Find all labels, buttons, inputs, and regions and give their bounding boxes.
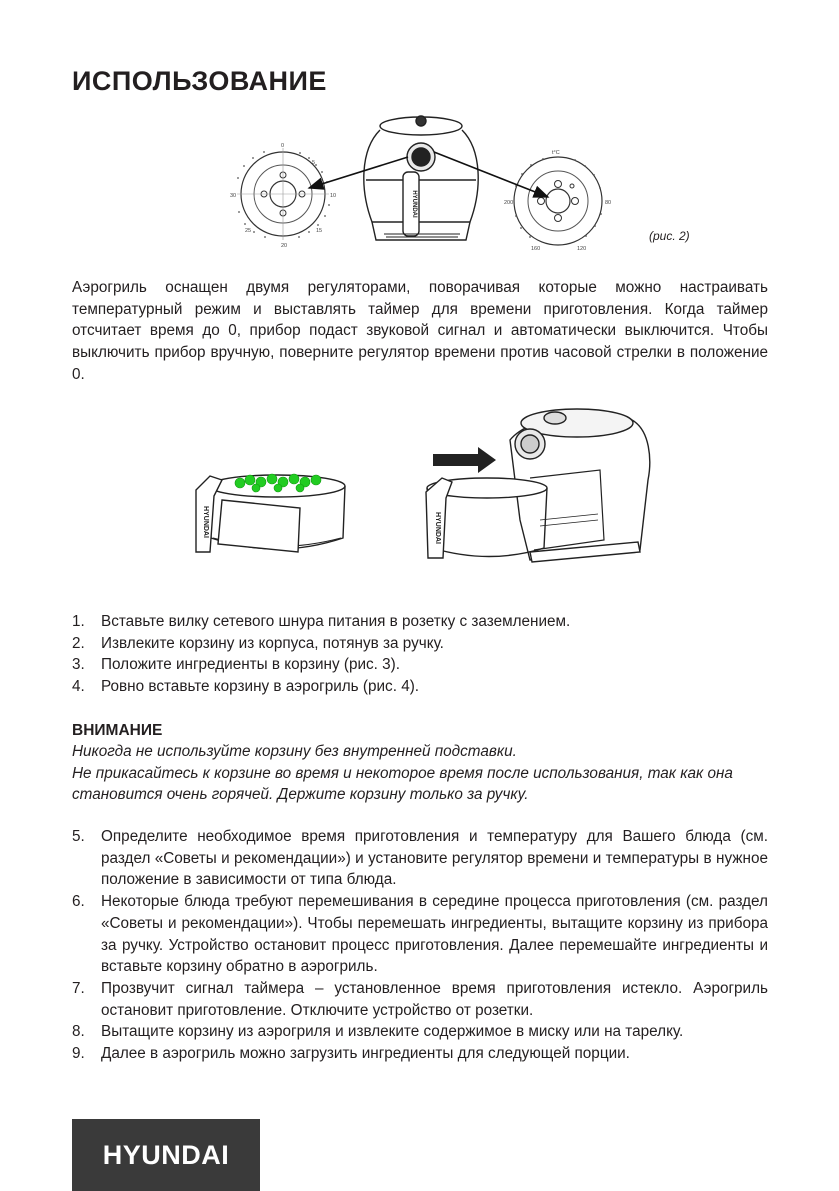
step-text: Определите необходимое время приготовления и температуру для Вашего блюда (см. раздел «Советы и рекомендации») и установите регулятор времени и температуры в нужное положение в зависимости от типа блюда. bbox=[101, 828, 768, 889]
svg-text:HYUNDAI: HYUNDAI bbox=[202, 506, 209, 538]
figure-3-4-basket bbox=[0, 400, 839, 570]
temp-label-80: 80 bbox=[605, 200, 612, 206]
step-number: 9. bbox=[72, 1045, 85, 1063]
svg-text:HYUNDAI: HYUNDAI bbox=[434, 512, 441, 544]
list-item bbox=[72, 611, 768, 633]
temperature-dial bbox=[504, 150, 611, 252]
step-number: 7. bbox=[72, 979, 85, 997]
timer-label-15: 15 bbox=[316, 228, 323, 234]
step-number: 3. bbox=[72, 656, 85, 674]
timer-label-10: 10 bbox=[330, 193, 337, 199]
insert-arrow bbox=[433, 447, 496, 473]
list-item bbox=[72, 891, 768, 978]
step-text: Положите ингредиенты в корзину (рис. 3). bbox=[101, 656, 401, 674]
warning-line-2: Не прикасайтесь к корзине во время и некоторое время после использования, так как она становится очень горячей. Держите корзину только за ручку. bbox=[72, 764, 733, 804]
step-text: Вытащите корзину из аэрогриля и извлеките содержимое в миску или на тарелку. bbox=[101, 1023, 684, 1041]
air-fryer-side-illustration bbox=[426, 409, 650, 562]
timer-label-25: 25 bbox=[245, 228, 252, 234]
svg-text:HYUNDAI: HYUNDAI bbox=[411, 190, 417, 218]
intro-paragraph: Аэрогриль оснащен двумя регуляторами, поворачивая которые можно настраивать температурный режим и выставлять таймер для времени приготовления. Когда таймер отсчитает время до 0, прибор подаст звуковой сигнал и автоматически выключится. Чтобы выключить прибор вручную, поверните регулятор времени против часовой стрелки в положение 0. bbox=[72, 279, 768, 383]
page-title: ИСПОЛЬЗОВАНИЕ bbox=[72, 66, 327, 96]
temp-label-unit: t°C bbox=[552, 150, 560, 156]
arrow-to-timer bbox=[309, 157, 408, 188]
list-item bbox=[72, 826, 768, 891]
step-number: 4. bbox=[72, 678, 85, 696]
timer-label-20: 20 bbox=[281, 243, 288, 249]
steps-list-2 bbox=[72, 826, 768, 1065]
step-text: Далее в аэрогриль можно загрузить ингредиенты для следующей порции. bbox=[101, 1045, 630, 1063]
brand-logo: HYUNDAI bbox=[102, 1139, 230, 1170]
list-item bbox=[72, 633, 768, 655]
list-item bbox=[72, 654, 768, 676]
step-number: 1. bbox=[72, 613, 85, 630]
temp-label-120: 120 bbox=[577, 246, 587, 252]
basket-with-food-illustration bbox=[196, 474, 345, 552]
brand-logo-box bbox=[72, 1119, 260, 1191]
timer-dial bbox=[230, 143, 336, 249]
step-number: 5. bbox=[72, 828, 85, 845]
list-item bbox=[72, 1021, 768, 1043]
list-item bbox=[72, 676, 768, 698]
step-number: 6. bbox=[72, 893, 85, 911]
temp-label-160: 160 bbox=[531, 246, 541, 252]
warning-line-1: Никогда не используйте корзину без внутренней подставки. bbox=[72, 743, 517, 760]
step-number: 2. bbox=[72, 634, 85, 652]
timer-label-5: 5 bbox=[312, 160, 316, 166]
step-text: Вставьте вилку сетевого шнура питания в розетку с заземлением. bbox=[101, 613, 571, 630]
air-fryer-front bbox=[364, 116, 478, 240]
step-text: Прозвучит сигнал таймера – установленное время приготовления истекло. Аэрогриль остановит приготовление. Отключите устройство от розетки. bbox=[101, 979, 768, 1019]
arrow-to-temperature bbox=[434, 152, 548, 197]
timer-label-0: 0 bbox=[281, 143, 285, 149]
figure-2-caption: (рис. 2) bbox=[649, 229, 690, 243]
step-number: 8. bbox=[72, 1023, 85, 1041]
step-text: Некоторые блюда требуют перемешивания в середине процесса приготовления (см. раздел «Советы и рекомендации»). Чтобы перемешать ингредиенты, вытащите корзину из прибора за ручку. Устройство остановит процесс приготовления. Далее перемешайте ингредиенты и вставьте корзину обратно в аэрогриль. bbox=[101, 893, 768, 976]
steps-list-1 bbox=[72, 611, 768, 698]
step-text: Ровно вставьте корзину в аэрогриль (рис. 4). bbox=[101, 678, 420, 696]
temp-label-200: 200 bbox=[504, 200, 514, 206]
warning-title: ВНИМАНИЕ bbox=[72, 722, 163, 739]
warning-text bbox=[72, 741, 772, 806]
list-item bbox=[72, 978, 768, 1021]
figure-2-dials bbox=[0, 0, 839, 260]
timer-label-30: 30 bbox=[230, 193, 237, 199]
list-item bbox=[72, 1043, 768, 1065]
step-text: Извлеките корзину из корпуса, потянув за ручку. bbox=[101, 634, 444, 652]
